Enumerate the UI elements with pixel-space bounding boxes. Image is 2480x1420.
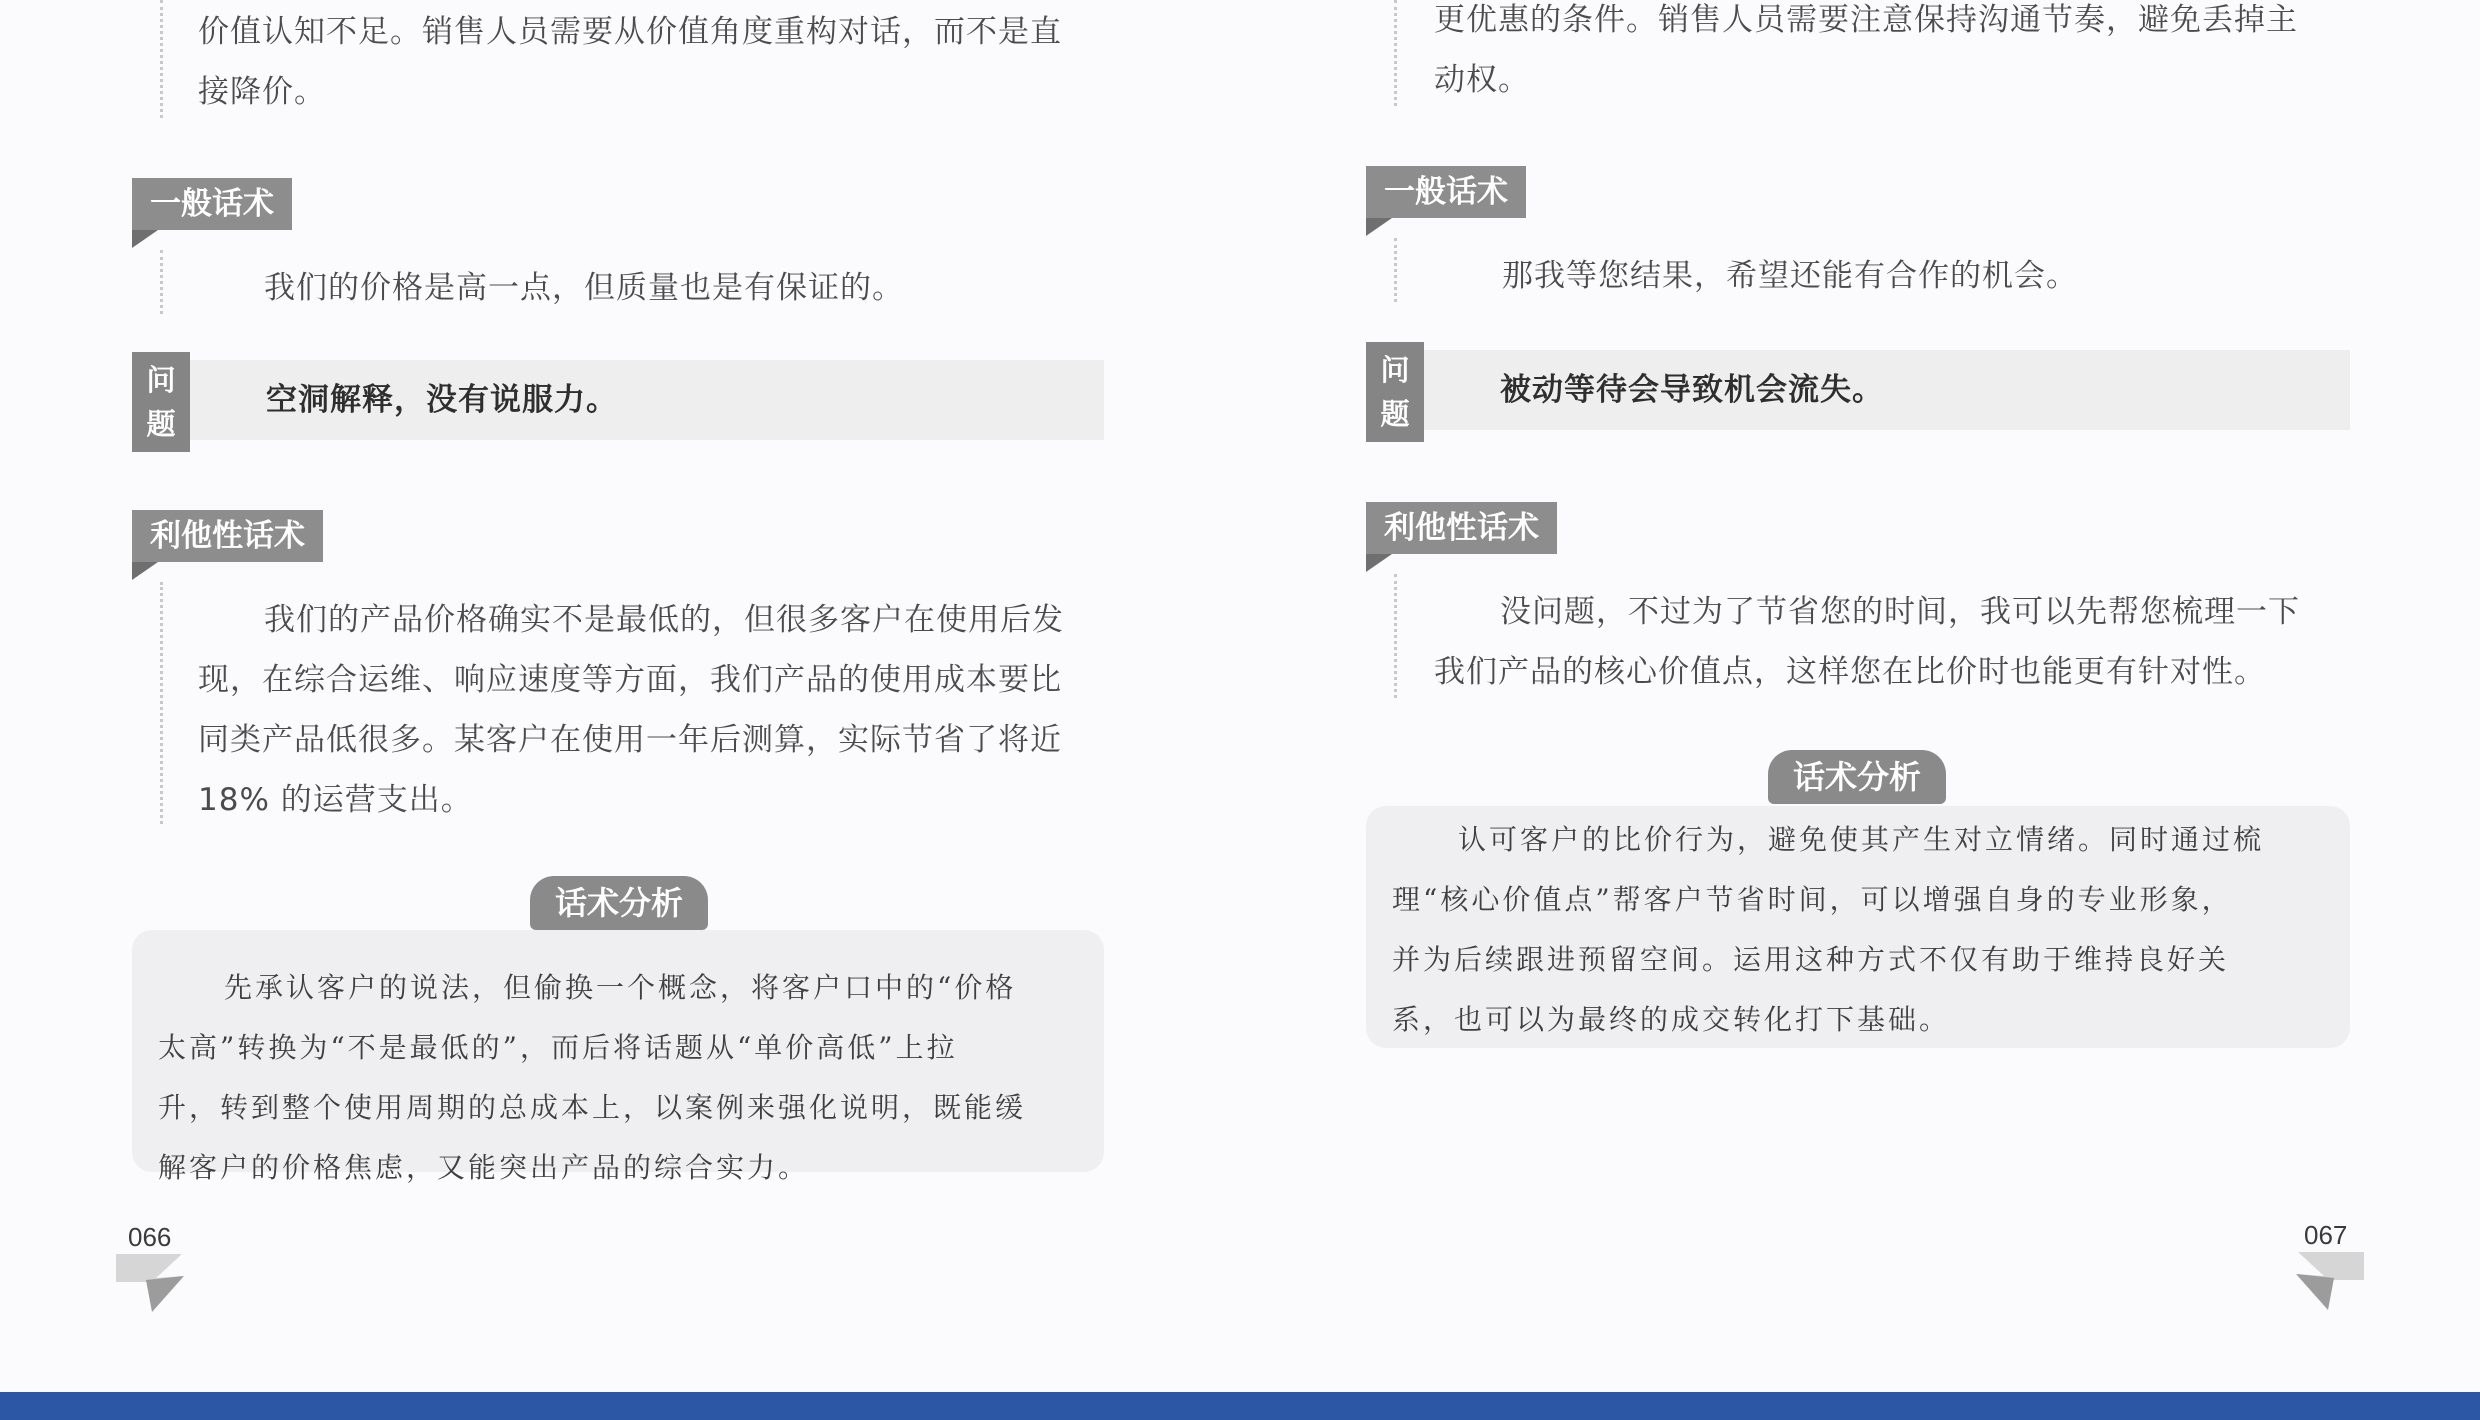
text-line: 我们产品的核心价值点，这样您在比价时也能更有针对性。 — [1434, 654, 2266, 690]
page-number: 066 — [128, 1222, 172, 1252]
dotted-guide — [1394, 0, 1397, 106]
text-line: 没问题，不过为了节省您的时间，我可以先帮您梳理一下 — [1500, 594, 2300, 630]
text-line: 解客户的价格焦虑，又能突出产品的综合实力。 — [158, 1151, 810, 1184]
text-line: 现，在综合运维、响应速度等方面，我们产品的使用成本要比 — [198, 662, 1062, 698]
text-line: 同类产品低很多。某客户在使用一年后测算，实际节省了将近 — [198, 722, 1062, 758]
text-line: 18% 的运营支出。 — [198, 782, 473, 818]
bottom-bar — [0, 1392, 2480, 1420]
general-script-text — [264, 258, 904, 318]
left-page — [0, 0, 1240, 1392]
altruistic-script-label — [132, 510, 323, 562]
general-script-label — [132, 178, 292, 230]
continued-paragraph — [1434, 0, 2298, 110]
problem-tag-char: 问 — [146, 363, 176, 397]
problem-tag-char: 问 — [1380, 353, 1410, 387]
problem-text: 空洞解释，没有说服力。 — [266, 382, 618, 418]
label-fold — [132, 230, 158, 248]
text-line: 太高”转换为“不是最低的”，而后将话题从“单价高低”上拉 — [158, 1031, 958, 1064]
text-line: 更优惠的条件。销售人员需要注意保持沟通节奏，避免丢掉主 — [1434, 2, 2298, 38]
problem-tag — [1366, 342, 1424, 442]
analysis-title: 话术分析 — [1768, 750, 1946, 804]
text-line: 接降价。 — [198, 74, 326, 110]
altruistic-script-text — [198, 590, 1064, 830]
label-fold — [132, 562, 158, 580]
altruistic-script-label-text: 利他性话术 — [1384, 510, 1539, 546]
general-script-label — [1366, 166, 1526, 218]
dotted-guide — [160, 250, 163, 314]
label-fold — [1366, 554, 1392, 572]
text-line: 升，转到整个使用周期的总成本上，以案例来强化说明，既能缓 — [158, 1091, 1027, 1124]
altruistic-script-text — [1434, 582, 2300, 702]
general-script-label-text: 一般话术 — [1384, 174, 1508, 210]
analysis-text — [1392, 810, 2264, 1050]
analysis-box — [132, 930, 1104, 1184]
altruistic-script-label — [1366, 502, 1557, 554]
dotted-guide — [1394, 238, 1397, 302]
problem-tag-char: 题 — [1380, 397, 1410, 431]
page-ribbon-icon — [2288, 1248, 2368, 1318]
text-line: 我们的价格是高一点，但质量也是有保证的。 — [264, 270, 904, 306]
text-line: 动权。 — [1434, 62, 1530, 98]
text-line: 系，也可以为最终的成交转化打下基础。 — [1392, 1003, 1951, 1036]
problem-tag-char: 题 — [146, 407, 176, 441]
altruistic-script-label-text: 利他性话术 — [150, 518, 305, 554]
dotted-guide — [1394, 574, 1397, 698]
text-line: 认可客户的比价行为，避免使其产生对立情绪。同时通过梳 — [1458, 823, 2265, 856]
page-ribbon-icon — [112, 1250, 192, 1320]
text-line: 那我等您结果，希望还能有合作的机会。 — [1502, 258, 2078, 294]
right-page — [1240, 0, 2480, 1392]
continued-paragraph — [198, 2, 1062, 122]
general-script-label-text: 一般话术 — [150, 186, 274, 222]
text-line: 我们的产品价格确实不是最低的，但很多客户在使用后发 — [264, 602, 1064, 638]
analysis-text — [158, 958, 1026, 1198]
problem-tag — [132, 352, 190, 452]
dotted-guide — [160, 582, 163, 824]
problem-text: 被动等待会导致机会流失。 — [1500, 372, 1884, 408]
label-fold — [1366, 218, 1392, 236]
text-line: 理“核心价值点”帮客户节省时间，可以增强自身的专业形象， — [1392, 883, 2233, 916]
text-line: 价值认知不足。销售人员需要从价值角度重构对话，而不是直 — [198, 14, 1062, 50]
analysis-title: 话术分析 — [530, 876, 708, 930]
text-line: 先承认客户的说法，但偷换一个概念，将客户口中的“价格 — [224, 971, 1017, 1004]
analysis-box — [1366, 806, 2350, 1048]
page-number: 067 — [2304, 1220, 2348, 1250]
dotted-guide — [160, 0, 163, 118]
text-line: 并为后续跟进预留空间。运用这种方式不仅有助于维持良好关 — [1392, 943, 2230, 976]
problem-box — [1366, 350, 2350, 430]
problem-box — [132, 360, 1104, 440]
general-script-text — [1502, 246, 2078, 306]
